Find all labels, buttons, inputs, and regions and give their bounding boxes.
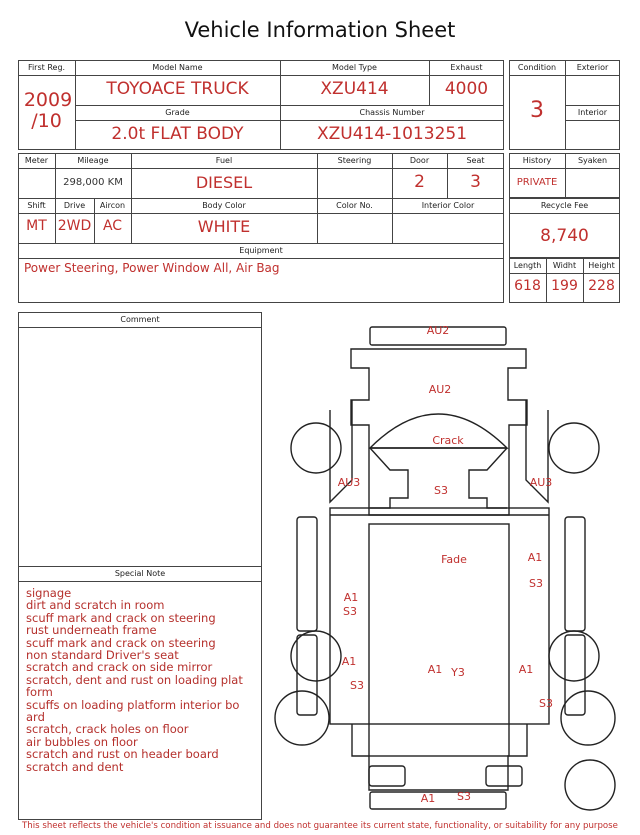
mark-left-low-2: S3 xyxy=(350,679,364,692)
chassis-number-value: XZU414-1013251 xyxy=(316,124,468,144)
special-note-label: Special Note xyxy=(114,569,166,578)
special-note-line: signage xyxy=(26,586,72,600)
special-note-line: dirt and scratch in room xyxy=(26,598,165,613)
disclaimer-footer: This sheet reflects the vehicle's condition at issuance and does not guarantee its current state, functionality, or suitability for any purpose xyxy=(22,821,618,831)
body-color-label: Body Color xyxy=(202,201,246,210)
special-note-line: air bubbles on floor xyxy=(26,734,138,749)
mark-left-front: AU3 xyxy=(337,476,361,489)
mark-bed-center-1: A1 xyxy=(427,663,443,676)
mark-left-low-1: A1 xyxy=(341,655,357,668)
special-note-line: scuff mark and crack on steering xyxy=(26,635,216,650)
interior-label: Interior xyxy=(577,108,608,117)
first-reg-label: First Reg. xyxy=(27,63,66,72)
mark-left-mid-2: S3 xyxy=(343,605,357,618)
height-label: Height xyxy=(588,261,615,270)
exterior-label: Exterior xyxy=(576,63,609,72)
equipment-value: Power Steering, Power Window All, Air Bag xyxy=(24,261,280,275)
mark-bed-center-2: Y3 xyxy=(451,666,465,679)
length-label: Length xyxy=(513,261,542,270)
mark-front-bumper: AU2 xyxy=(426,324,450,337)
mark-rear-2: S3 xyxy=(457,790,471,803)
history-value: PRIVATE xyxy=(516,177,558,188)
special-note-line: rust underneath frame xyxy=(26,623,157,638)
special-note-line: non standard Driver's seat xyxy=(26,648,179,663)
mark-rear-1: A1 xyxy=(420,792,436,805)
mark-right-low-1: A1 xyxy=(518,663,534,676)
grade-label: Grade xyxy=(165,108,190,117)
condition-label: Condition xyxy=(517,63,557,72)
steering-label: Steering xyxy=(337,156,372,165)
drive-value: 2WD xyxy=(57,218,92,234)
seat-label: Seat xyxy=(466,156,485,165)
body-color-value: WHITE xyxy=(197,217,251,236)
width-label: Widht xyxy=(552,261,577,270)
drive-label: Drive xyxy=(63,201,86,210)
chassis-number-label: Chassis Number xyxy=(359,108,425,117)
width-value: 199 xyxy=(551,278,578,294)
mark-right-upper-1: A1 xyxy=(527,551,543,564)
condition-value: 3 xyxy=(530,98,544,123)
special-note-line: form xyxy=(26,685,53,700)
comment-label: Comment xyxy=(120,315,160,324)
door-label: Door xyxy=(409,156,430,165)
special-note-line: scuff mark and crack on steering xyxy=(26,610,216,625)
aircon-value: AC xyxy=(102,218,123,234)
first-reg-year: 2009 xyxy=(23,89,73,111)
model-name-value: TOYOACE TRUCK xyxy=(106,79,249,99)
special-note-line: scratch, crack holes on floor xyxy=(26,722,189,737)
special-note-line: ard xyxy=(26,710,45,725)
mark-right-upper-2: S3 xyxy=(529,577,543,590)
syaken-label: Syaken xyxy=(577,156,608,165)
vehicle-damage-diagram xyxy=(270,318,640,820)
special-note-line: scratch and dent xyxy=(26,759,124,774)
model-type-label: Model Type xyxy=(332,63,377,72)
door-value: 2 xyxy=(414,172,425,192)
length-value: 618 xyxy=(514,278,541,294)
shift-label: Shift xyxy=(27,201,46,210)
special-note-line: scratch and crack on side mirror xyxy=(26,660,213,675)
recycle-fee-value: 8,740 xyxy=(540,226,589,246)
exhaust-value: 4000 xyxy=(444,79,489,99)
recycle-fee-label: Recycle Fee xyxy=(540,201,589,210)
model-name-label: Model Name xyxy=(152,63,203,72)
mark-cab-center: S3 xyxy=(434,484,448,497)
seat-value: 3 xyxy=(470,172,481,192)
special-note-line: scratch and rust on header board xyxy=(26,747,219,762)
aircon-label: Aircon xyxy=(99,201,126,210)
interior-color-label: Interior Color xyxy=(421,201,475,210)
model-type-value: XZU414 xyxy=(320,79,389,99)
fuel-label: Fuel xyxy=(215,156,233,165)
special-note-list xyxy=(26,587,260,773)
mileage-label: Mileage xyxy=(77,156,109,165)
special-note-line: scratch, dent and rust on loading plat xyxy=(26,672,243,687)
mark-bed-top: Fade xyxy=(441,553,467,566)
mark-right-front: AU3 xyxy=(529,476,553,489)
sheet-title: Vehicle Information Sheet xyxy=(184,18,456,42)
mark-left-mid-1: A1 xyxy=(343,591,359,604)
mark-right-low-2: S3 xyxy=(539,697,553,710)
mark-hood: AU2 xyxy=(428,383,452,396)
first-reg-month: /10 xyxy=(31,110,62,132)
exhaust-label: Exhaust xyxy=(450,63,483,72)
meter-label: Meter xyxy=(24,156,49,165)
grade-value: 2.0t FLAT BODY xyxy=(111,124,244,144)
color-no-label: Color No. xyxy=(336,201,373,210)
shift-value: MT xyxy=(26,218,47,234)
history-label: History xyxy=(522,156,552,165)
equipment-label: Equipment xyxy=(239,246,283,255)
mileage-value: 298,000 KM xyxy=(63,177,123,188)
fuel-value: DIESEL xyxy=(195,173,253,192)
height-value: 228 xyxy=(588,278,615,294)
mark-windshield: Crack xyxy=(432,434,464,447)
special-note-line: scuffs on loading platform interior bo xyxy=(26,697,240,712)
